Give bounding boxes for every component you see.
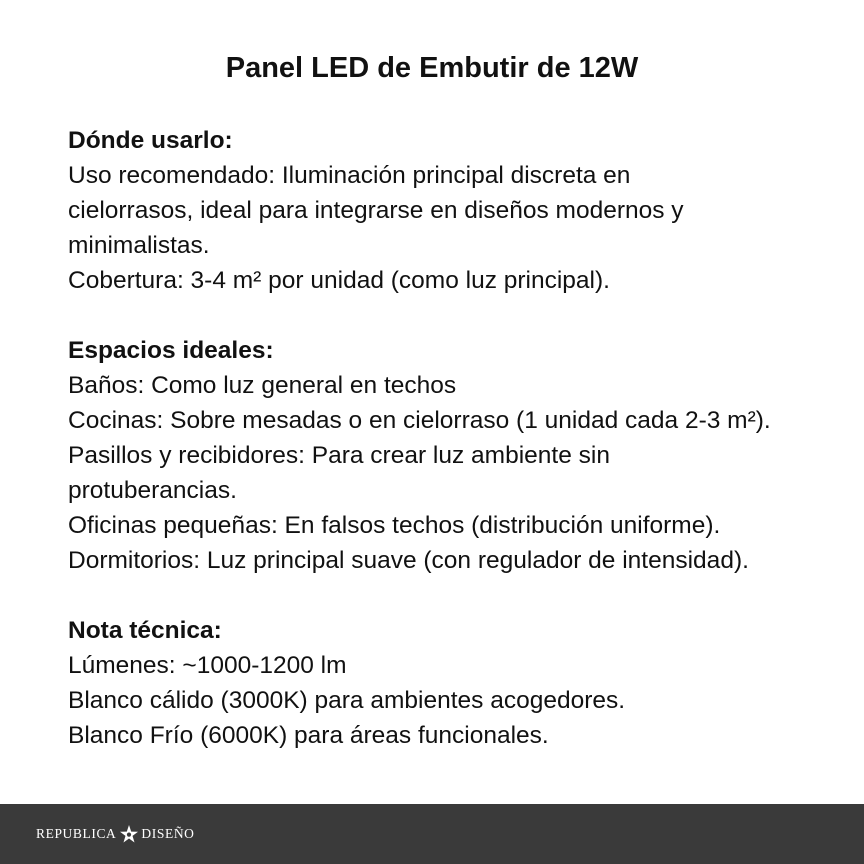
text-line: Lúmenes: ~1000-1200 lm (68, 652, 347, 679)
text-line: Pasillos y recibidores: Para crear luz ambiente sin (68, 442, 610, 469)
brand-name-right: DISEÑO (141, 826, 195, 841)
text-line: Blanco cálido (3000K) para ambientes acogedores. (68, 687, 626, 714)
text-line: cielorrasos, ideal para integrarse en diseños modernos y (68, 197, 684, 224)
section-ideal-spaces (68, 333, 858, 578)
section-heading: Nota técnica: (68, 617, 222, 644)
text-line: Cocinas: Sobre mesadas o en cielorraso (1 unidad cada 2-3 m²). (68, 407, 771, 434)
text-line: Blanco Frío (6000K) para áreas funcionales. (68, 722, 549, 749)
text-line: Cobertura: 3-4 m² por unidad (como luz principal). (68, 267, 610, 294)
text-line: Uso recomendado: Iluminación principal discreta en (68, 162, 631, 189)
page-title: Panel LED de Embutir de 12W (225, 52, 639, 84)
text-line: protuberancias. (68, 477, 237, 504)
brand-name-left: REPUBLICA (36, 826, 117, 841)
section-where-to-use (68, 123, 858, 298)
text-line: Baños: Como luz general en techos (68, 372, 457, 399)
republica-diseno-star-icon (119, 824, 139, 844)
text-line: minimalistas. (68, 232, 210, 259)
text-line: Dormitorios: Luz principal suave (con regulador de intensidad). (68, 547, 749, 574)
section-heading: Espacios ideales: (68, 337, 274, 364)
brand-logo (36, 822, 195, 846)
section-heading: Dónde usarlo: (68, 127, 233, 154)
text-line: Oficinas pequeñas: En falsos techos (distribución uniforme). (68, 512, 721, 539)
description-body (68, 123, 858, 753)
footer-bar (0, 804, 864, 864)
section-technical-note (68, 613, 858, 753)
